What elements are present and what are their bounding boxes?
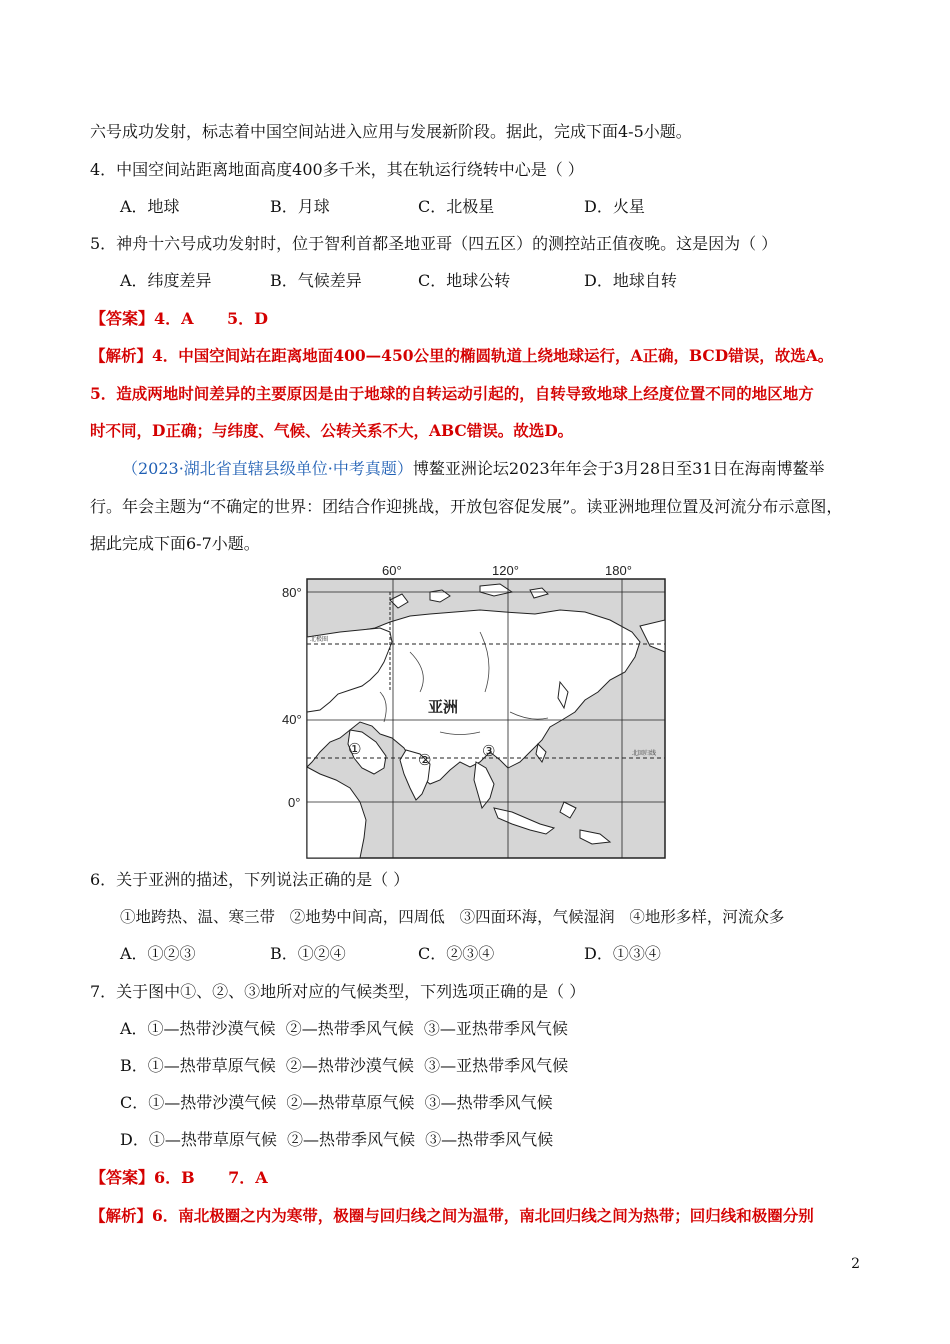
passage-text: 博鳌亚洲论坛2023年年会于3月28日至31日在海南博鳌举 [412, 459, 825, 478]
marker-1: ① [348, 740, 362, 758]
explanation-text: 6．南北极圈之内为寒带，极圈与回归线之间为温带，南北回归线之间为热带；回归线和极圈分别 [152, 1206, 814, 1225]
q4-option-a: A．地球 [120, 197, 180, 216]
q4-option-c: C．北极星 [418, 197, 495, 216]
arctic-circle-label: 北极圈 [310, 637, 329, 643]
q6-stem: 6．关于亚洲的描述，下列说法正确的是（ ） [90, 870, 410, 889]
answer-tag: 【答案】 [90, 309, 155, 328]
explanation-tag: 【解析】 [90, 1206, 153, 1225]
lon-label-120: 120° [492, 563, 519, 578]
q5-option-b: B．气候差异 [270, 271, 362, 290]
lon-label-180: 180° [605, 563, 632, 578]
source-label: （2023·湖北省直辖县级单位·中考真题） [122, 459, 413, 478]
q6-option-d: D．①③④ [584, 944, 661, 963]
explanation-text: 4．中国空间站在距离地面400—450公里的椭圆轨道上绕地球运行，A正确，BCD错误，故选A。 [152, 346, 834, 365]
tropic-label: 北回归线 [632, 751, 657, 757]
asia-map-figure [280, 562, 670, 860]
answer-4-5 [90, 309, 268, 329]
q6-option-b: B．①②④ [270, 944, 346, 963]
marker-3: ③ [482, 742, 496, 760]
explanation-4-5-line3: 时不同，D正确；与纬度、气候、公转关系不大，ABC错误。故选D。 [90, 421, 574, 440]
answer-text: 6．B 7．A [154, 1168, 268, 1187]
q4-stem: 4．中国空间站距离地面高度400多千米，其在轨运行绕转中心是（ ） [90, 160, 584, 179]
lon-label-60: 60° [382, 563, 402, 578]
lat-label-0: 0° [288, 795, 301, 810]
q7-option-c: C．①—热带沙漠气候 ②—热带草原气候 ③—热带季风气候 [120, 1093, 553, 1112]
page-number: 2 [851, 1256, 860, 1272]
answer-text: 4．A 5．D [154, 309, 268, 328]
q7-option-b: B．①—热带草原气候 ②—热带沙漠气候 ③—亚热带季风气候 [120, 1056, 569, 1075]
passage-line2: 行。年会主题为“不确定的世界：团结合作迎挑战，开放包容促发展”。读亚洲地理位置及河流分布示意图， [90, 497, 843, 516]
passage-line1 [122, 459, 825, 479]
q6-option-c: C．②③④ [418, 944, 495, 963]
explanation-4-5-line2: 5．造成两地时间差异的主要原因是由于地球的自转运动引起的，自转导致地球上经度位置不同的地区地方 [90, 384, 814, 403]
lat-label-40: 40° [282, 712, 302, 727]
q7-stem: 7．关于图中①、②、③地所对应的气候类型，下列选项正确的是（ ） [90, 982, 586, 1001]
explanation-4-5-line1 [90, 346, 833, 366]
q5-stem: 5．神舟十六号成功发射时，位于智利首都圣地亚哥（四五区）的测控站正值夜晚。这是因为（ ） [90, 234, 778, 253]
q7-option-a: A．①—热带沙漠气候 ②—热带季风气候 ③—亚热带季风气候 [120, 1019, 568, 1038]
q4-option-d: D．火星 [584, 197, 645, 216]
q4-option-b: B．月球 [270, 197, 330, 216]
answer-tag: 【答案】 [90, 1168, 155, 1187]
explanation-tag: 【解析】 [90, 346, 153, 365]
q5-option-a: A．纬度差异 [120, 271, 212, 290]
asia-label: 亚洲 [428, 698, 459, 716]
q7-option-d: D．①—热带草原气候 ②—热带季风气候 ③—热带季风气候 [120, 1130, 554, 1149]
q5-option-d: D．地球自转 [584, 271, 677, 290]
explanation-6-7-line1 [90, 1206, 814, 1226]
q5-option-c: C．地球公转 [418, 271, 511, 290]
intro-line: 六号成功发射，标志着中国空间站进入应用与发展新阶段。据此，完成下面4-5小题。 [90, 122, 692, 141]
q6-option-a: A．①②③ [120, 944, 196, 963]
answer-6-7 [90, 1168, 268, 1188]
q6-statements: ①地跨热、温、寒三带 ②地势中间高，四周低 ③四面环海，气候湿润 ④地形多样，河流众多 [120, 908, 785, 926]
lat-label-80: 80° [282, 585, 302, 600]
passage-line3: 据此完成下面6-7小题。 [90, 534, 260, 553]
marker-2: ② [418, 751, 432, 769]
